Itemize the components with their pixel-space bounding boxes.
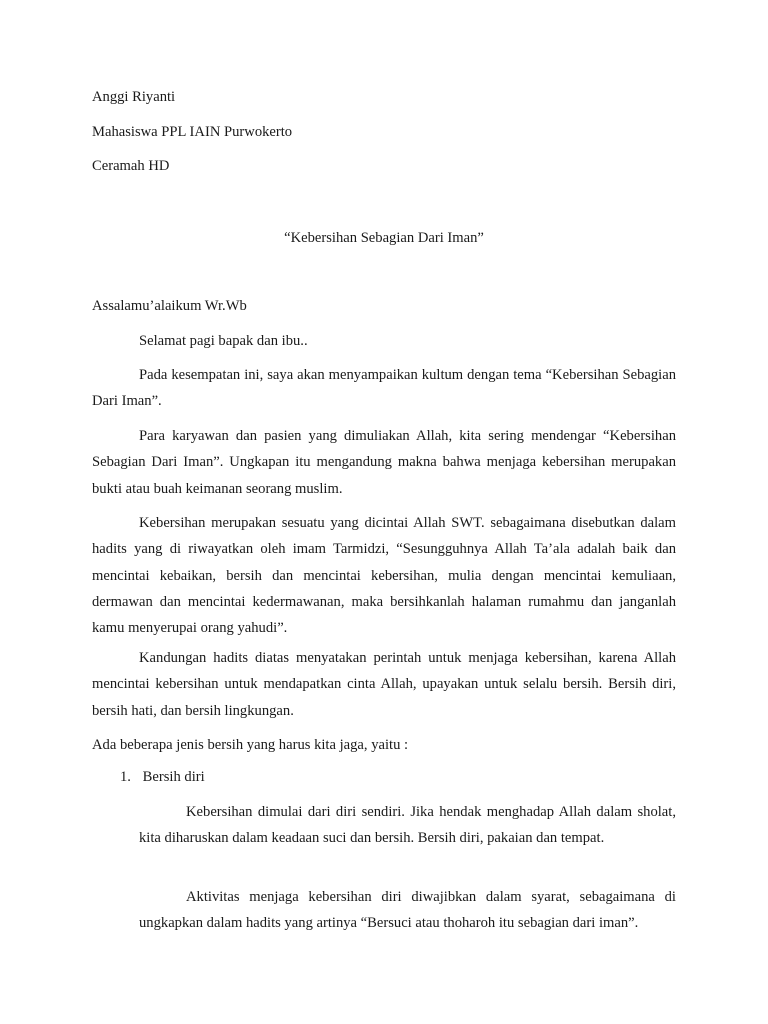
list-label: Bersih diri bbox=[142, 769, 205, 785]
list-item-paragraph-1: Kebersihan dimulai dari diri sendiri. Jika hendak menghadap Allah dalam sholat, kita diharuskan dalam keadaan suci dan bersih. Bersih diri, pakaian dan tempat. bbox=[139, 804, 676, 847]
document-title: “Kebersihan Sebagian Dari Iman” bbox=[284, 230, 484, 246]
paragraph-explanation: Kandungan hadits diatas menyatakan perintah untuk menjaga kebersihan, karena Allah mencintai kebersihan untuk mendapatkan cinta Allah, upayakan untuk selalu bersih. Bersih diri, bersih hati, dan bersih lingkungan. bbox=[92, 650, 676, 719]
document-type: Ceramah HD bbox=[92, 158, 170, 174]
paragraph-opening: Selamat pagi bapak dan ibu.. bbox=[139, 333, 308, 349]
paragraph-theme: Pada kesempatan ini, saya akan menyampaikan kultum dengan tema “Kebersihan Sebagian Dari Iman”. bbox=[92, 367, 676, 410]
greeting: Assalamu’alaikum Wr.Wb bbox=[92, 298, 247, 314]
list-number: 1. bbox=[120, 769, 131, 785]
paragraph-meaning: Para karyawan dan pasien yang dimuliakan Allah, kita sering mendengar “Kebersihan Sebagian Dari Iman”. Ungkapan itu mengandung makna bahwa menjaga kebersihan merupakan bukti atau buah keimanan seorang muslim. bbox=[92, 428, 676, 497]
list-intro: Ada beberapa jenis bersih yang harus kita jaga, yaitu : bbox=[92, 737, 409, 753]
author-name: Anggi Riyanti bbox=[92, 89, 176, 105]
list-item-bersih-diri bbox=[120, 768, 205, 786]
author-affiliation: Mahasiswa PPL IAIN Purwokerto bbox=[92, 124, 293, 140]
paragraph-hadith: Kebersihan merupakan sesuatu yang dicintai Allah SWT. sebagaimana disebutkan dalam hadits yang di riwayatkan oleh imam Tarmidzi, “Sesungguhnya Allah Ta’ala adalah baik dan mencintai kebaikan, bersih dan mencintai kebersihan, mulia dengan mencintai kemuliaan, dermawan dan mencintai kedermawanan, maka bersihkanlah halaman rumahmu dan janganlah kamu menyerupai orang yahudi”. bbox=[92, 515, 676, 637]
list-item-paragraph-2: Aktivitas menjaga kebersihan diri diwajibkan dalam syarat, sebagaimana di ungkapkan dalam hadits yang artinya “Bersuci atau thoharoh itu sebagian dari iman”. bbox=[139, 889, 676, 932]
